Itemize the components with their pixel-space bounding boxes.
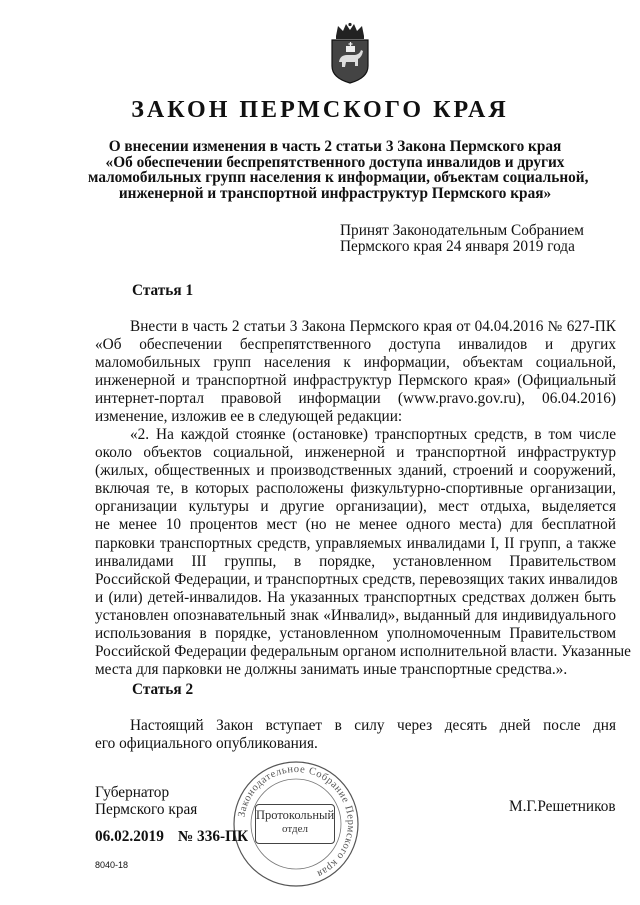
article-2-body — [95, 717, 616, 753]
adoption-line: Принят Законодательным Собранием — [340, 222, 584, 239]
law-title: ЗАКОН ПЕРМСКОГО КРАЯ — [131, 97, 509, 123]
text-line: интернет-портал правовой информации (www.pravo.gov.ru), 06.04.2016) — [95, 390, 616, 408]
article-1-heading: Статья 1 — [132, 282, 194, 299]
subtitle-line: инженерной и транспортной инфраструктур Пермского края» — [118, 184, 552, 202]
text-line: Российской Федерации, и транспортных средств, перевозящих таких инвалидов — [95, 570, 618, 588]
text-line: Внести в часть 2 статьи 3 Закона Пермского края от 04.04.2016 № 627-ПК — [130, 318, 616, 335]
law-subtitle — [88, 138, 589, 202]
text-line: инженерной и транспортной инфраструктур Пермского края» (Официальный — [95, 372, 616, 390]
governor-line: Пермского края — [95, 801, 198, 818]
adoption-note — [340, 223, 584, 254]
document-code: 8040-18 — [95, 860, 129, 870]
text-line: Настоящий Закон вступает в силу через десять дней после дня — [130, 717, 616, 734]
text-line: использования в порядке, установленном уполномоченным Правительством — [95, 625, 616, 643]
text-line: Российской Федерации федеральным органом исполнительной власти. Указанные — [95, 643, 631, 661]
text-line: не менее 10 процентов мест (но не менее одного места) для бесплатной — [95, 516, 616, 534]
text-line: маломобильных групп населения к информации, объектам социальной, — [95, 354, 616, 372]
signer-name: М.Г.Решетников — [509, 798, 616, 815]
text-line: включая те, в которых расположены физкультурно-спортивные организации, — [95, 480, 616, 498]
stamp-inner-line: Протокольный — [256, 808, 335, 822]
governor-title — [95, 784, 197, 818]
stamp-inner-line: отдел — [282, 823, 308, 835]
law-date: 06.02.2019 — [95, 828, 164, 845]
governor-line: Губернатор — [95, 784, 170, 801]
text-line: места для парковки не должны занимать иные транспортные средства.». — [95, 661, 568, 679]
text-line: «2. На каждой стоянке (остановке) транспортных средств, в том числе — [130, 426, 616, 443]
article-1-intro — [95, 318, 616, 427]
subtitle-line: «Об обеспечении беспрепятственного доступа инвалидов и других — [105, 153, 565, 171]
perm-krai-coat-of-arms-icon — [327, 22, 373, 84]
subtitle-line: О внесении изменения в часть 2 статьи 3 Закона Пермского края — [108, 138, 562, 155]
text-line: установлен опознавательный знак «Инвалид», выданный для индивидуального — [95, 606, 616, 624]
stamp-ring-text: Законодательное Собрание Пермского края — [236, 763, 357, 880]
text-line: инвалидами III группы, в порядке, установленном Правительством — [95, 552, 616, 570]
text-line: изменение, изложив ее в следующей редакции: — [95, 408, 403, 426]
stamp-inner-label — [255, 804, 335, 844]
law-number: № 336-ПК — [177, 828, 249, 845]
adoption-line: Пермского края 24 января 2019 года — [340, 237, 575, 255]
text-line: (жилых, общественных и производственных зданий, строений и сооружений, — [95, 462, 616, 480]
article-2-heading: Статья 2 — [132, 681, 194, 698]
text-line: организации культуры и другие организации), мест отдыха, выделяется — [95, 498, 616, 516]
text-line: около объектов социальной, инженерной и транспортной инфраструктур — [95, 444, 616, 462]
text-line: его официального опубликования. — [95, 735, 318, 753]
text-line: парковки транспортных средств, управляемых инвалидами I, II групп, а также — [95, 534, 616, 552]
text-line: «Об обеспечении беспрепятственного доступа инвалидов и других — [95, 336, 616, 354]
article-1-body — [95, 426, 631, 679]
text-line: и (или) детей-инвалидов. На указанных транспортных средствах должен быть — [95, 588, 616, 606]
subtitle-line: маломобильных групп населения к информации, объектам социальной, — [88, 169, 589, 186]
law-date-number — [95, 828, 248, 846]
